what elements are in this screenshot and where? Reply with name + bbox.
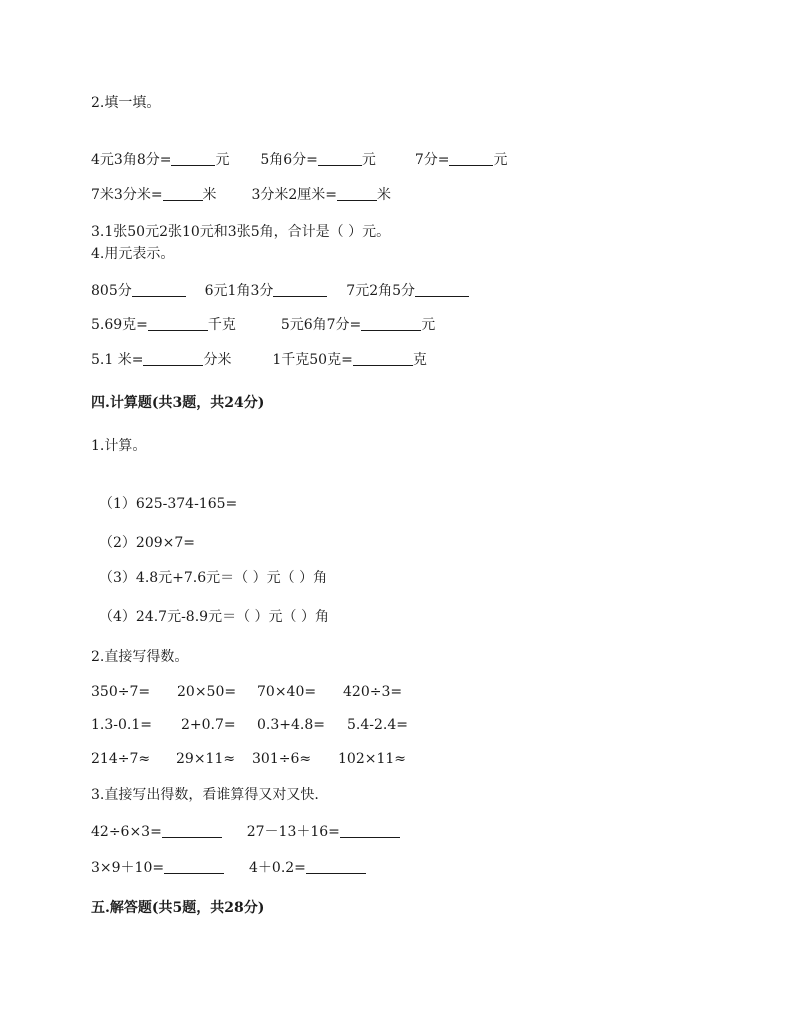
expr-text: 42÷6×3= xyxy=(91,824,162,840)
expr-text: 0.3+4.8= xyxy=(257,717,325,733)
answer-blank[interactable] xyxy=(132,282,186,297)
answer-blank[interactable] xyxy=(449,151,493,166)
answer-blank[interactable] xyxy=(353,351,413,366)
answer-blank[interactable] xyxy=(273,282,327,297)
convert-row-3 xyxy=(91,351,427,369)
expr-text: 27－13＋16= xyxy=(246,824,340,840)
expr-text: 1千克50克= xyxy=(272,352,353,368)
expr-text: 2+0.7= xyxy=(181,717,236,733)
convert-row-2 xyxy=(91,316,435,334)
answer-blank[interactable] xyxy=(337,186,377,201)
unit-text: 元 xyxy=(361,152,376,168)
calc-item-2: （2）209×7= xyxy=(99,535,195,551)
mental-row-2 xyxy=(91,716,408,734)
unit-text: 元 xyxy=(421,317,436,333)
expr-text: 20×50= xyxy=(177,684,237,700)
unit-text: 米 xyxy=(202,187,217,203)
quick-row-1 xyxy=(91,823,400,841)
convert-row-1 xyxy=(91,282,469,300)
expr-text: 805分 xyxy=(91,283,132,299)
expr-text: 5.69克= xyxy=(91,317,148,333)
unit-text: 分米 xyxy=(203,352,232,368)
expr-text: 350÷7= xyxy=(91,684,151,700)
fill-row-money xyxy=(91,151,507,169)
expr-text: 420÷3= xyxy=(343,684,403,700)
calc-heading: 1.计算。 xyxy=(91,438,147,454)
expr-text: 214÷7≈ xyxy=(91,751,151,767)
answer-blank[interactable] xyxy=(163,186,203,201)
question-4-heading: 4.用元表示。 xyxy=(91,246,175,262)
calc-item-3: （3）4.8元+7.6元＝（ ）元（ ）角 xyxy=(99,570,328,586)
question-3-heading: 3.直接写出得数，看谁算得又对又快. xyxy=(91,787,319,803)
quick-row-2 xyxy=(91,859,366,877)
answer-blank[interactable] xyxy=(164,859,224,874)
calc-item-1: （1）625-374-165= xyxy=(99,496,238,512)
answer-blank[interactable] xyxy=(318,151,362,166)
answer-blank[interactable] xyxy=(415,282,469,297)
expr-text: 4元3角8分= xyxy=(91,152,172,168)
expr-text: 102×11≈ xyxy=(338,751,406,767)
expr-text: 7分= xyxy=(414,152,450,168)
fill-row-length xyxy=(91,186,391,204)
unit-text: 元 xyxy=(215,152,230,168)
answer-blank[interactable] xyxy=(143,351,203,366)
mental-row-1 xyxy=(91,683,402,701)
unit-text: 元 xyxy=(493,152,508,168)
question-2-heading: 2.填一填。 xyxy=(91,95,161,111)
answer-blank[interactable] xyxy=(162,823,222,838)
expr-text: 70×40= xyxy=(257,684,317,700)
expr-text: 5.1 米= xyxy=(91,352,144,368)
expr-text: 7元2角5分 xyxy=(346,283,416,299)
section-5-title: 五.解答题(共5题，共28分) xyxy=(91,900,265,916)
mental-row-3 xyxy=(91,750,406,768)
expr-text: 4＋0.2= xyxy=(249,860,306,876)
answer-blank[interactable] xyxy=(171,151,215,166)
answer-blank[interactable] xyxy=(148,316,208,331)
question-3: 3.1张50元2张10元和3张5角，合计是（ ）元。 xyxy=(91,224,391,240)
unit-text: 克 xyxy=(412,352,427,368)
expr-text: 3×9＋10= xyxy=(91,860,165,876)
expr-text: 5.4-2.4= xyxy=(347,717,408,733)
expr-text: 6元1角3分 xyxy=(204,283,274,299)
answer-blank[interactable] xyxy=(306,859,366,874)
section-4-title: 四.计算题(共3题，共24分) xyxy=(91,395,265,411)
answer-blank[interactable] xyxy=(361,316,421,331)
unit-text: 米 xyxy=(377,187,391,203)
expr-text: 1.3-0.1= xyxy=(91,717,152,733)
expr-text: 7米3分米= xyxy=(91,187,163,203)
expr-text: 3分米2厘米= xyxy=(251,187,337,203)
expr-text: 5角6分= xyxy=(260,152,318,168)
expr-text: 301÷6≈ xyxy=(252,751,312,767)
expr-text: 5元6角7分= xyxy=(280,317,362,333)
unit-text: 千克 xyxy=(207,317,236,333)
answer-blank[interactable] xyxy=(340,823,400,838)
calc-item-4: （4）24.7元-8.9元＝（ ）元（ ）角 xyxy=(99,609,329,625)
direct-write-heading: 2.直接写得数。 xyxy=(91,649,189,665)
expr-text: 29×11≈ xyxy=(176,751,236,767)
